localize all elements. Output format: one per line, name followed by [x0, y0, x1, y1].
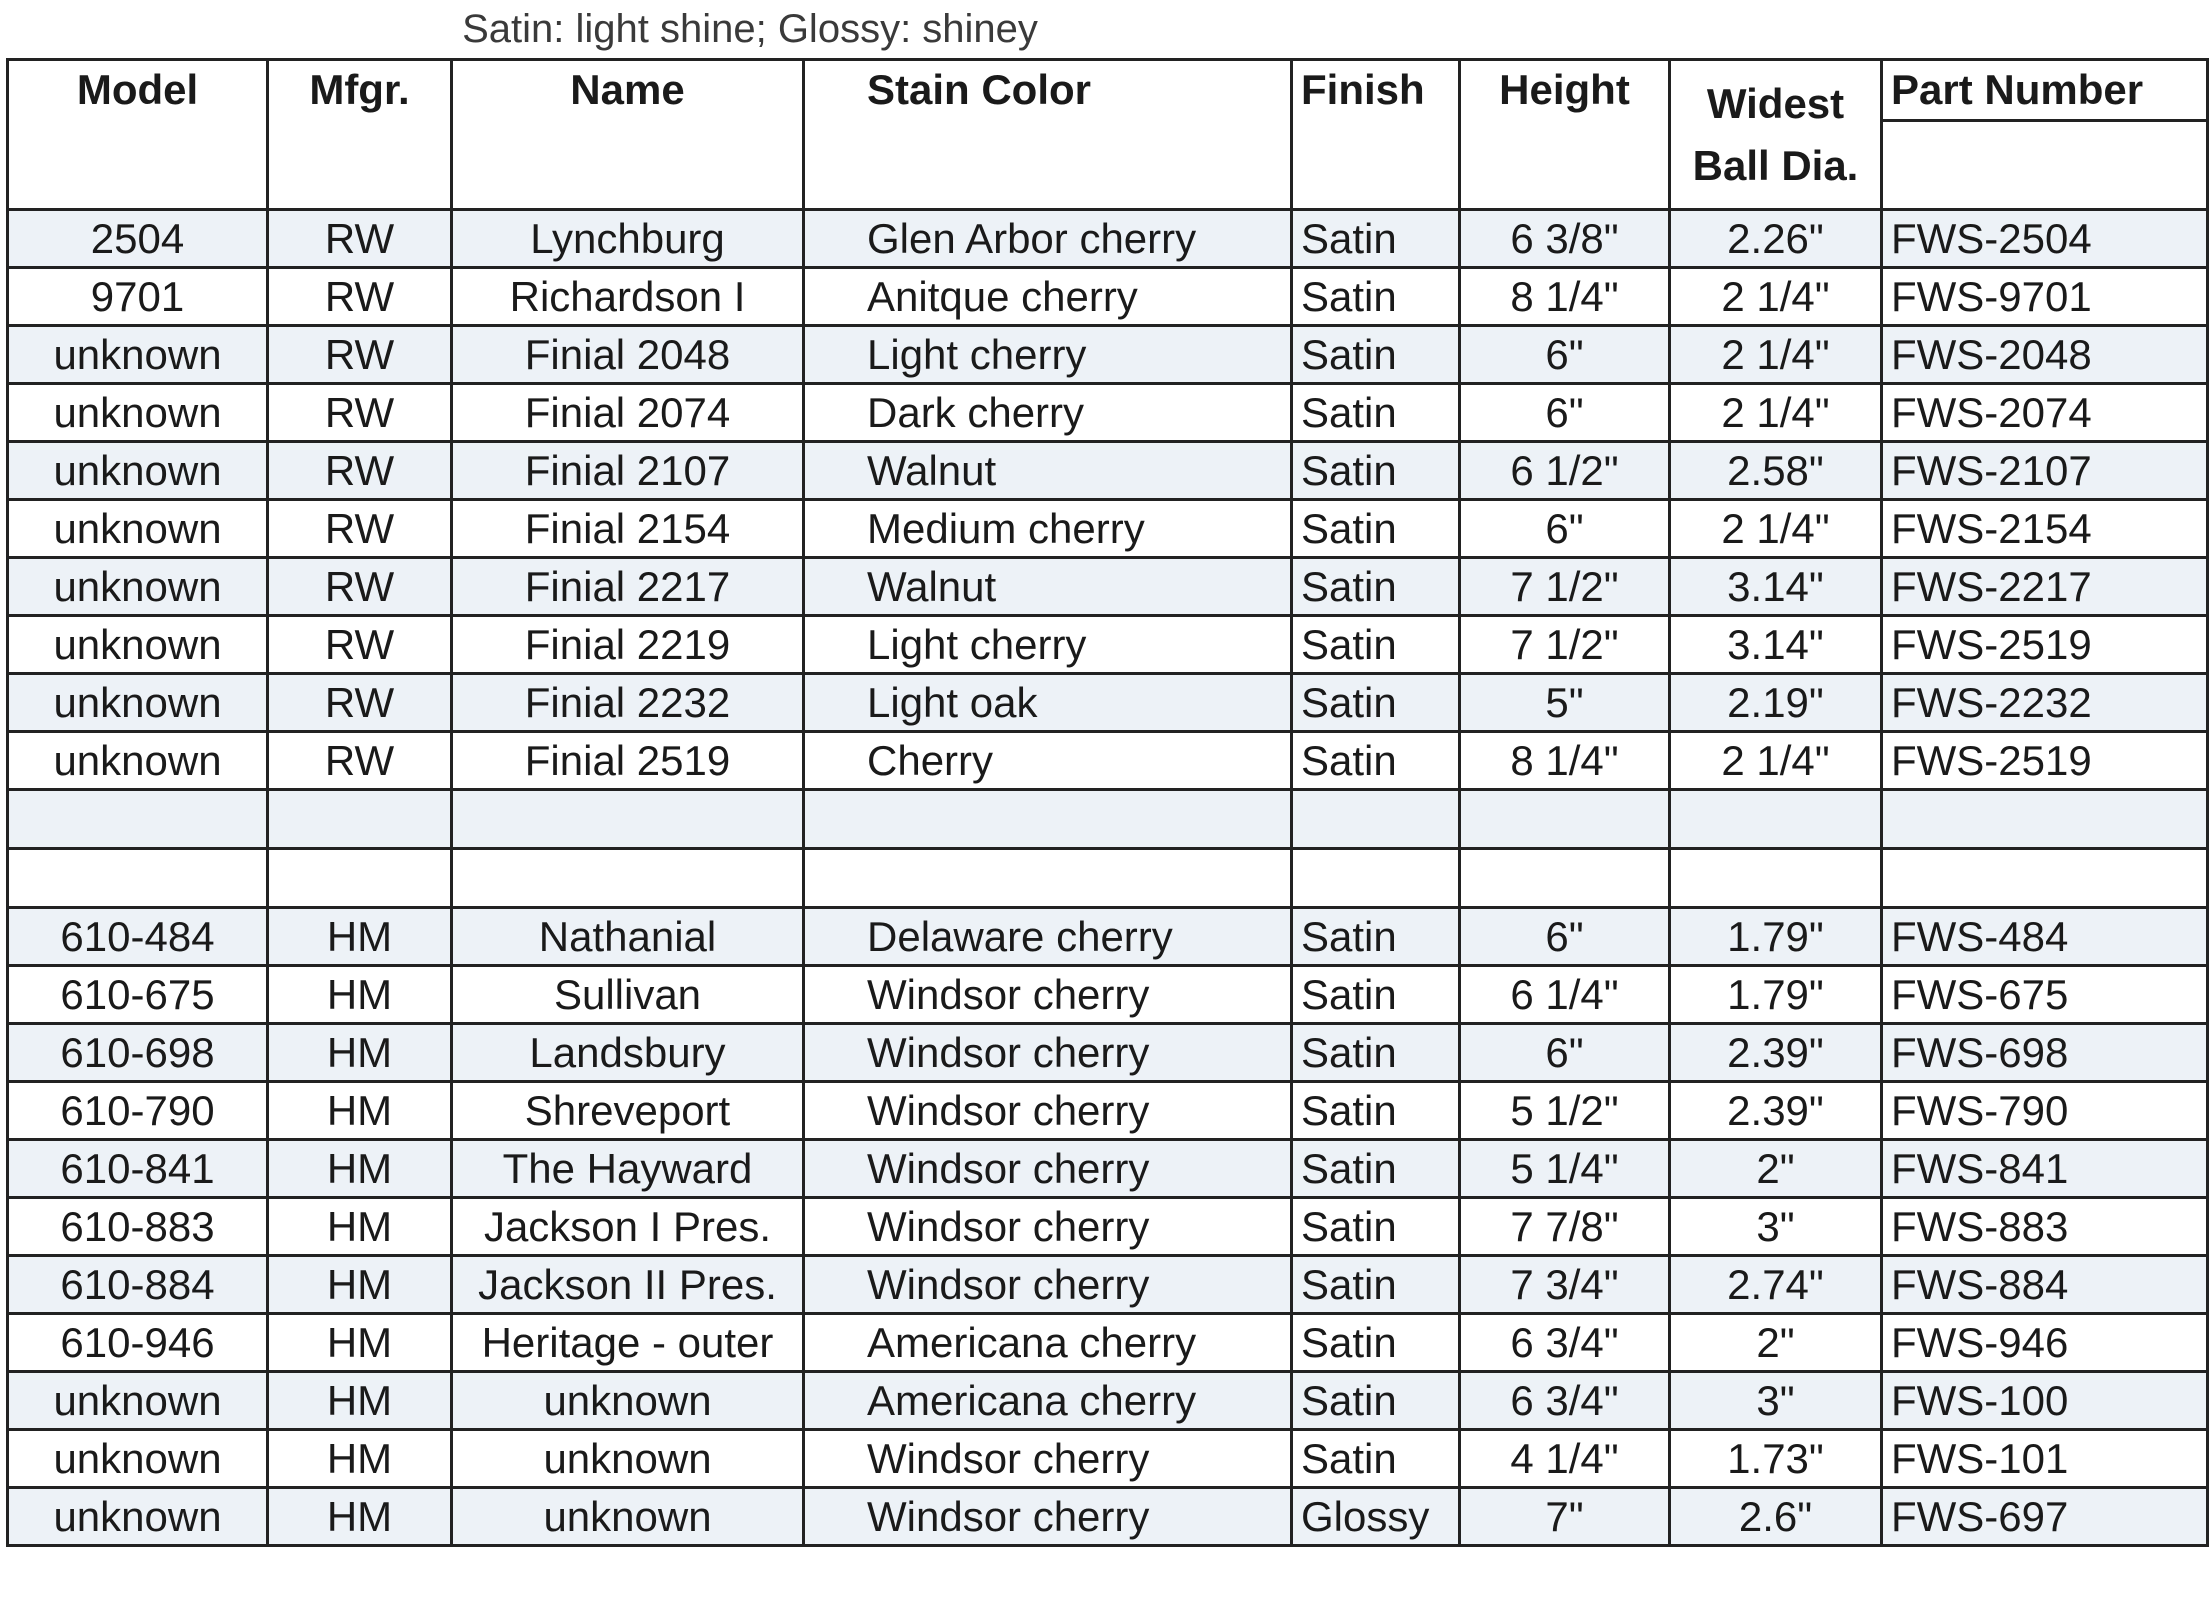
cell-widest-ball-dia[interactable]: 2 1/4": [1670, 500, 1882, 558]
cell-name[interactable]: Richardson I: [452, 268, 804, 326]
table-row: [8, 674, 2208, 732]
cell-finish[interactable]: Satin: [1292, 1372, 1460, 1430]
cell-height[interactable]: 6": [1460, 908, 1670, 966]
cell-mfgr[interactable]: RW: [268, 674, 452, 732]
cell-part-number[interactable]: FWS-2232: [1882, 674, 2208, 732]
cell-mfgr[interactable]: HM: [268, 1140, 452, 1198]
cell-model[interactable]: 610-841: [8, 1140, 268, 1198]
table-row: [8, 442, 2208, 500]
cell-height[interactable]: 8 1/4": [1460, 268, 1670, 326]
cell-height[interactable]: 6": [1460, 500, 1670, 558]
cell-name[interactable]: Finial 2519: [452, 732, 804, 790]
cell-mfgr[interactable]: RW: [268, 500, 452, 558]
cell-model[interactable]: 610-790: [8, 1082, 268, 1140]
cell-finish[interactable]: Satin: [1292, 1024, 1460, 1082]
cell-model[interactable]: unknown: [8, 442, 268, 500]
cell-model[interactable]: unknown: [8, 384, 268, 442]
cell-stain-color[interactable]: Light oak: [804, 674, 1292, 732]
cell-model[interactable]: unknown: [8, 674, 268, 732]
cell-widest-ball-dia[interactable]: [1670, 790, 1882, 849]
cell-name[interactable]: Lynchburg: [452, 210, 804, 268]
cell-height[interactable]: [1460, 849, 1670, 908]
cell-model[interactable]: 610-675: [8, 966, 268, 1024]
cell-model[interactable]: 610-484: [8, 908, 268, 966]
cell-name[interactable]: [452, 790, 804, 849]
cell-part-number[interactable]: FWS-9701: [1882, 268, 2208, 326]
cell-finish[interactable]: Satin: [1292, 1140, 1460, 1198]
cell-finish[interactable]: [1292, 790, 1460, 849]
cell-finish[interactable]: Satin: [1292, 1198, 1460, 1256]
cell-widest-ball-dia[interactable]: 2.39": [1670, 1024, 1882, 1082]
cell-height[interactable]: 6 3/4": [1460, 1314, 1670, 1372]
cell-mfgr[interactable]: HM: [268, 1314, 452, 1372]
cell-name[interactable]: Finial 2048: [452, 326, 804, 384]
cell-part-number[interactable]: [1882, 849, 2208, 908]
cell-finish[interactable]: Satin: [1292, 326, 1460, 384]
cell-height[interactable]: 7": [1460, 1488, 1670, 1546]
cell-height[interactable]: 4 1/4": [1460, 1430, 1670, 1488]
cell-part-number[interactable]: FWS-2074: [1882, 384, 2208, 442]
column-header-finish[interactable]: Finish: [1292, 60, 1460, 210]
cell-finish[interactable]: Satin: [1292, 558, 1460, 616]
cell-mfgr[interactable]: HM: [268, 1372, 452, 1430]
cell-height[interactable]: 6": [1460, 326, 1670, 384]
cell-name[interactable]: Finial 2074: [452, 384, 804, 442]
cell-widest-ball-dia[interactable]: 2.39": [1670, 1082, 1882, 1140]
cell-stain-color[interactable]: Windsor cherry: [804, 1024, 1292, 1082]
cell-finish[interactable]: Satin: [1292, 908, 1460, 966]
cell-finish[interactable]: Satin: [1292, 210, 1460, 268]
cell-model[interactable]: 610-946: [8, 1314, 268, 1372]
table-row: [8, 1256, 2208, 1314]
table-row: [8, 790, 2208, 849]
cell-part-number[interactable]: FWS-2519: [1882, 616, 2208, 674]
table-row: [8, 732, 2208, 790]
table-row: [8, 1082, 2208, 1140]
cell-stain-color[interactable]: Americana cherry: [804, 1372, 1292, 1430]
table-body: [8, 210, 2208, 1546]
cell-model[interactable]: unknown: [8, 500, 268, 558]
cell-stain-color[interactable]: Windsor cherry: [804, 1256, 1292, 1314]
cell-name[interactable]: Jackson II Pres.: [452, 1256, 804, 1314]
cell-stain-color[interactable]: Anitque cherry: [804, 268, 1292, 326]
cell-stain-color[interactable]: Windsor cherry: [804, 1198, 1292, 1256]
cell-widest-ball-dia[interactable]: 2.26": [1670, 210, 1882, 268]
cell-finish[interactable]: Satin: [1292, 384, 1460, 442]
cell-mfgr[interactable]: RW: [268, 326, 452, 384]
cell-mfgr[interactable]: RW: [268, 442, 452, 500]
cell-part-number[interactable]: FWS-2519: [1882, 732, 2208, 790]
cell-height[interactable]: 5 1/4": [1460, 1140, 1670, 1198]
cell-mfgr[interactable]: HM: [268, 1082, 452, 1140]
cell-finish[interactable]: Satin: [1292, 966, 1460, 1024]
cell-part-number[interactable]: FWS-697: [1882, 1488, 2208, 1546]
cell-widest-ball-dia[interactable]: 2 1/4": [1670, 326, 1882, 384]
cell-mfgr[interactable]: [268, 849, 452, 908]
cell-stain-color[interactable]: Windsor cherry: [804, 966, 1292, 1024]
table-row: [8, 1372, 2208, 1430]
cell-mfgr[interactable]: RW: [268, 732, 452, 790]
cell-widest-ball-dia[interactable]: 2 1/4": [1670, 268, 1882, 326]
cell-model[interactable]: unknown: [8, 326, 268, 384]
cell-part-number[interactable]: FWS-2217: [1882, 558, 2208, 616]
cell-widest-ball-dia[interactable]: 2.19": [1670, 674, 1882, 732]
finials-table: [6, 58, 2209, 1547]
cell-stain-color[interactable]: Americana cherry: [804, 1314, 1292, 1372]
table-row: [8, 500, 2208, 558]
cell-widest-ball-dia[interactable]: 2 1/4": [1670, 384, 1882, 442]
cell-finish[interactable]: Satin: [1292, 1430, 1460, 1488]
cell-name[interactable]: Landsbury: [452, 1024, 804, 1082]
table-row: [8, 210, 2208, 268]
cell-stain-color[interactable]: [804, 849, 1292, 908]
cell-part-number[interactable]: FWS-101: [1882, 1430, 2208, 1488]
table-row: [8, 1430, 2208, 1488]
cell-finish[interactable]: Satin: [1292, 732, 1460, 790]
cell-part-number[interactable]: FWS-883: [1882, 1198, 2208, 1256]
cell-name[interactable]: unknown: [452, 1372, 804, 1430]
cell-widest-ball-dia[interactable]: 1.79": [1670, 966, 1882, 1024]
cell-stain-color[interactable]: [804, 790, 1292, 849]
cell-height[interactable]: 7 1/2": [1460, 558, 1670, 616]
cell-name[interactable]: unknown: [452, 1430, 804, 1488]
cell-name[interactable]: The Hayward: [452, 1140, 804, 1198]
cell-finish[interactable]: Satin: [1292, 442, 1460, 500]
table-row: [8, 1314, 2208, 1372]
cell-stain-color[interactable]: Windsor cherry: [804, 1140, 1292, 1198]
header-row: [8, 60, 2208, 121]
cell-widest-ball-dia[interactable]: 2": [1670, 1140, 1882, 1198]
cell-finish[interactable]: Satin: [1292, 1082, 1460, 1140]
cell-part-number[interactable]: FWS-484: [1882, 908, 2208, 966]
cell-part-number[interactable]: FWS-2504: [1882, 210, 2208, 268]
cell-finish[interactable]: [1292, 849, 1460, 908]
cell-model[interactable]: 2504: [8, 210, 268, 268]
cell-model[interactable]: unknown: [8, 1372, 268, 1430]
cell-name[interactable]: Nathanial: [452, 908, 804, 966]
table-row: [8, 1488, 2208, 1546]
column-header-stain-color[interactable]: Stain Color: [804, 60, 1292, 210]
table-row: [8, 616, 2208, 674]
finish-note: Satin: light shine; Glossy: shiney: [462, 7, 1038, 51]
cell-stain-color[interactable]: Windsor cherry: [804, 1488, 1292, 1546]
table-row: [8, 558, 2208, 616]
cell-widest-ball-dia[interactable]: [1670, 849, 1882, 908]
cell-finish[interactable]: Satin: [1292, 1256, 1460, 1314]
cell-finish[interactable]: Satin: [1292, 674, 1460, 732]
cell-mfgr[interactable]: HM: [268, 966, 452, 1024]
cell-stain-color[interactable]: Dark cherry: [804, 384, 1292, 442]
column-header-widest-ball-dia[interactable]: Widest Ball Dia.: [1670, 60, 1882, 210]
cell-mfgr[interactable]: HM: [268, 908, 452, 966]
cell-mfgr[interactable]: HM: [268, 1198, 452, 1256]
table-row: [8, 849, 2208, 908]
cell-stain-color[interactable]: Walnut: [804, 558, 1292, 616]
cell-name[interactable]: Finial 2107: [452, 442, 804, 500]
cell-mfgr[interactable]: [268, 790, 452, 849]
cell-part-number[interactable]: FWS-2107: [1882, 442, 2208, 500]
cell-mfgr[interactable]: HM: [268, 1024, 452, 1082]
cell-model[interactable]: unknown: [8, 732, 268, 790]
cell-model[interactable]: unknown: [8, 1430, 268, 1488]
cell-height[interactable]: 6 3/8": [1460, 210, 1670, 268]
cell-mfgr[interactable]: RW: [268, 210, 452, 268]
cell-widest-ball-dia[interactable]: 3.14": [1670, 558, 1882, 616]
cell-height[interactable]: 6 3/4": [1460, 1372, 1670, 1430]
cell-stain-color[interactable]: Medium cherry: [804, 500, 1292, 558]
table-row: [8, 326, 2208, 384]
cell-name[interactable]: Sullivan: [452, 966, 804, 1024]
cell-mfgr[interactable]: HM: [268, 1488, 452, 1546]
table-row: [8, 1024, 2208, 1082]
cell-part-number[interactable]: FWS-884: [1882, 1256, 2208, 1314]
cell-height[interactable]: 7 7/8": [1460, 1198, 1670, 1256]
cell-model[interactable]: 9701: [8, 268, 268, 326]
cell-height[interactable]: 7 3/4": [1460, 1256, 1670, 1314]
cell-stain-color[interactable]: Walnut: [804, 442, 1292, 500]
cell-widest-ball-dia[interactable]: 2 1/4": [1670, 732, 1882, 790]
cell-name[interactable]: Heritage - outer: [452, 1314, 804, 1372]
cell-mfgr[interactable]: RW: [268, 558, 452, 616]
cell-model[interactable]: unknown: [8, 558, 268, 616]
table-row: [8, 1198, 2208, 1256]
cell-stain-color[interactable]: Windsor cherry: [804, 1082, 1292, 1140]
cell-part-number[interactable]: FWS-946: [1882, 1314, 2208, 1372]
cell-model[interactable]: unknown: [8, 1488, 268, 1546]
cell-stain-color[interactable]: Light cherry: [804, 616, 1292, 674]
cell-model[interactable]: [8, 790, 268, 849]
cell-height[interactable]: 6": [1460, 384, 1670, 442]
cell-name[interactable]: Finial 2219: [452, 616, 804, 674]
table-row: [8, 384, 2208, 442]
cell-stain-color[interactable]: Glen Arbor cherry: [804, 210, 1292, 268]
cell-name[interactable]: Finial 2217: [452, 558, 804, 616]
cell-mfgr[interactable]: RW: [268, 616, 452, 674]
cell-finish[interactable]: Satin: [1292, 268, 1460, 326]
cell-widest-ball-dia[interactable]: 3": [1670, 1372, 1882, 1430]
table-row: [8, 1140, 2208, 1198]
table-row: [8, 908, 2208, 966]
cell-height[interactable]: [1460, 790, 1670, 849]
column-header-name[interactable]: Name: [452, 60, 804, 210]
cell-part-number[interactable]: FWS-675: [1882, 966, 2208, 1024]
cell-part-number[interactable]: FWS-698: [1882, 1024, 2208, 1082]
column-header-part-number[interactable]: Part Number: [1882, 60, 2208, 121]
cell-name[interactable]: Finial 2232: [452, 674, 804, 732]
table-row: [8, 268, 2208, 326]
column-header-height[interactable]: Height: [1460, 60, 1670, 210]
cell-model[interactable]: 610-883: [8, 1198, 268, 1256]
column-header-model[interactable]: Model: [8, 60, 268, 210]
cell-model[interactable]: [8, 849, 268, 908]
cell-name[interactable]: Jackson I Pres.: [452, 1198, 804, 1256]
cell-model[interactable]: 610-698: [8, 1024, 268, 1082]
cell-part-number[interactable]: FWS-841: [1882, 1140, 2208, 1198]
cell-part-number[interactable]: FWS-100: [1882, 1372, 2208, 1430]
cell-height[interactable]: 8 1/4": [1460, 732, 1670, 790]
cell-widest-ball-dia[interactable]: 2.74": [1670, 1256, 1882, 1314]
cell-part-number[interactable]: FWS-790: [1882, 1082, 2208, 1140]
cell-stain-color[interactable]: Light cherry: [804, 326, 1292, 384]
cell-part-number[interactable]: FWS-2154: [1882, 500, 2208, 558]
table-row: [8, 966, 2208, 1024]
column-header-mfgr[interactable]: Mfgr.: [268, 60, 452, 210]
cell-widest-ball-dia[interactable]: 1.73": [1670, 1430, 1882, 1488]
cell-widest-ball-dia[interactable]: 1.79": [1670, 908, 1882, 966]
cell-height[interactable]: 7 1/2": [1460, 616, 1670, 674]
cell-height[interactable]: 5 1/2": [1460, 1082, 1670, 1140]
cell-part-number[interactable]: [1882, 790, 2208, 849]
cell-height[interactable]: 6 1/4": [1460, 966, 1670, 1024]
cell-finish[interactable]: Satin: [1292, 616, 1460, 674]
cell-finish[interactable]: Satin: [1292, 500, 1460, 558]
cell-name[interactable]: unknown: [452, 1488, 804, 1546]
cell-part-number[interactable]: FWS-2048: [1882, 326, 2208, 384]
cell-stain-color[interactable]: Cherry: [804, 732, 1292, 790]
cell-mfgr[interactable]: HM: [268, 1430, 452, 1488]
cell-finish[interactable]: Satin: [1292, 1314, 1460, 1372]
cell-widest-ball-dia[interactable]: 2": [1670, 1314, 1882, 1372]
cell-name[interactable]: Finial 2154: [452, 500, 804, 558]
cell-model[interactable]: unknown: [8, 616, 268, 674]
cell-name[interactable]: Shreveport: [452, 1082, 804, 1140]
cell-height[interactable]: 6 1/2": [1460, 442, 1670, 500]
cell-mfgr[interactable]: RW: [268, 268, 452, 326]
cell-stain-color[interactable]: Delaware cherry: [804, 908, 1292, 966]
cell-name[interactable]: [452, 849, 804, 908]
cell-model[interactable]: 610-884: [8, 1256, 268, 1314]
header-empty-cell: [1882, 121, 2208, 210]
cell-stain-color[interactable]: Windsor cherry: [804, 1430, 1292, 1488]
cell-widest-ball-dia[interactable]: 2.58": [1670, 442, 1882, 500]
cell-mfgr[interactable]: HM: [268, 1256, 452, 1314]
cell-widest-ball-dia[interactable]: 2.6": [1670, 1488, 1882, 1546]
cell-finish[interactable]: Glossy: [1292, 1488, 1460, 1546]
cell-height[interactable]: 5": [1460, 674, 1670, 732]
cell-mfgr[interactable]: RW: [268, 384, 452, 442]
cell-widest-ball-dia[interactable]: 3.14": [1670, 616, 1882, 674]
cell-height[interactable]: 6": [1460, 1024, 1670, 1082]
cell-widest-ball-dia[interactable]: 3": [1670, 1198, 1882, 1256]
